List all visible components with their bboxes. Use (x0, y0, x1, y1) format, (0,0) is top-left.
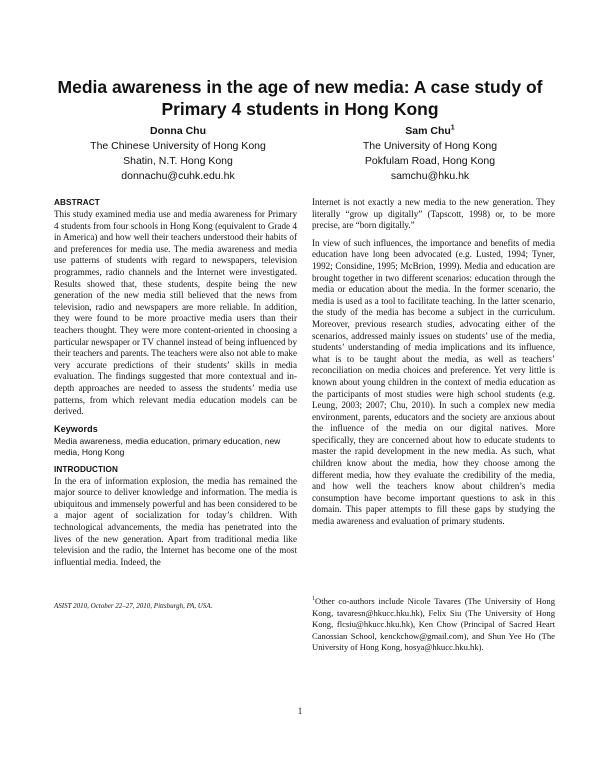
venue-note: ASIST 2010, October 22–27, 2010, Pittsburgh, PA, USA. (54, 602, 213, 610)
keywords-text: Media awareness, media education, primary education, new media, Hong Kong (54, 435, 281, 457)
author-email: donnachu@cuhk.edu.hk (121, 170, 235, 182)
introduction-heading: INTRODUCTION (54, 464, 118, 474)
footnote (312, 596, 555, 654)
author-email: samchu@hku.hk (390, 170, 470, 182)
abstract-text: This study examined media use and media awareness for Primary 4 students from four schools in Hong Kong (equivalent to Grade 4 in America) and how well their teachers understood their habits of and preferences for media use. The media awareness and media use patterns of students with regard to newspapers, television programmes, radio channels and the Internet were investigated. Results showed that, these students, despite being the new generation of the new media still believed that the news from television, radio and newspapers are more reliable. In addition, they were found to be more proactive media users than their teachers thought. They were more content-oriented in choosing a particular newspaper or TV channel instead of being influenced by their teachers and parents. The teachers were also not able to make very accurate predictions of their students’ skills in media evaluation. The findings suggested that more contextual and in-depth approaches are needed to assess the students’ media use patterns, from which relevant media education models can be derived. (54, 209, 297, 417)
left-column (54, 197, 297, 574)
author-footnote-mark: 1 (450, 124, 455, 132)
footnote-text: Other co-authors include Nicole Tavares (The University of Hong Kong, tavaresn@hkucc.hku.hk), Felix Siu (The University of Hong Kong, flcsiu@hkucc.hku.hk), Ken Chow (Principal of Sacred Heart Canossian School, kenckchow@gmail.com), and Shun Yee Ho (The University of Hong Kong, hosya@hkucc.hku.hk). (312, 596, 555, 652)
introduction-text: In the era of information explosion, the media has remained the major source to deliver knowledge and information. The media is ubiquitous and immensely powerful and has been considered to be a major agent of socialization for today’s children. With technological advancements, the media has penetrated into the lives of the new generation. Apart from traditional media like television and the radio, the Internet has become one of the most influential media. Indeed, the (54, 475, 297, 567)
author-block-1 (53, 124, 303, 184)
author-name: Sam Chu (405, 125, 451, 137)
author-address: Shatin, N.T. Hong Kong (123, 155, 233, 167)
footnote-mark: 1 (312, 596, 315, 603)
right-column (312, 197, 555, 534)
author-block-2 (305, 124, 555, 184)
page-number: 1 (297, 706, 303, 716)
keywords-heading: Keywords (54, 423, 98, 434)
author-address: Pokfulam Road, Hong Kong (364, 155, 496, 167)
abstract-heading: ABSTRACT (54, 198, 100, 207)
author-name: Donna Chu (150, 125, 206, 137)
author-affiliation: The Chinese University of Hong Kong (90, 140, 266, 152)
author-affiliation: The University of Hong Kong (362, 140, 498, 152)
paper-title: Media awareness in the age of new media: A case study of Primary 4 students in Hong Kong (57, 77, 543, 119)
author-name-line (305, 124, 555, 139)
body-paragraph: In view of such influences, the importance and benefits of media education have long been advocated (e.g. Lusted, 1994; Tyner, 1992; Considine, 1995; McBrion, 1999). Media and education are brought together in two different scenarios: education through the media or education about the media. In the former scenario, the media is used as a tool to facilitate teaching. In the latter scenario, the study of the media has become a subject in the curriculum. Moreover, previous research studies, advocating either of the scenarios, addressed mainly issues on students’ use of the media, students’ understanding of media implications and its influence, what is to be taught about the media, as well as teachers’ reconciliation on media choices and preference. Yet very little is known about young children in the context of media education as the participants of most studies were high school students (e.g. Leung, 2003; 2007; Chu, 2010). In such a complex new media environment, parents, educators and the society are anxious about the influence of the media on our digital natives. More specifically, they are concerned about how to educate students to master the rapid development in the new media. As such, what children know about the media, how they choose among the different media, how they evaluate the credibility of the media, and how well the teachers know about children’s media consumption have become important questions to ask in this domain. This paper attempts to fill these gaps by studying the media awareness and evaluation of primary students. (312, 237, 555, 527)
body-paragraph: Internet is not exactly a new media to the new generation. They literally “grow up digitally” (Tapscott, 1998) or, to be more precise, are “born digitally.” (312, 197, 555, 231)
